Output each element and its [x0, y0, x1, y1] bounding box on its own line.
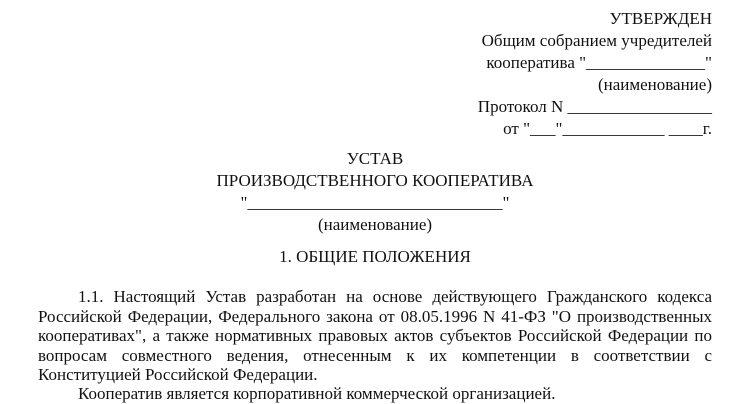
document-title-block [0, 148, 750, 236]
protocol-number-blank: Протокол N _________________ [477, 97, 712, 116]
organization-name-hint: (наименование) [317, 215, 433, 234]
section-heading: 1. ОБЩИЕ ПОЛОЖЕНИЯ [279, 247, 471, 266]
cooperative-name-hint: (наименование) [597, 75, 712, 94]
approval-block [382, 8, 712, 140]
approved-by-meeting: Общим собранием учредителей [481, 31, 712, 50]
paragraph-1-1: 1.1. Настоящий Устав разработан на основе действующего Гражданского кодекса Российской Федерации, Федерального закона от 08.05.1996 N 41-ФЗ "О производственных кооперативах", а также нормативных правовых актов субъектов Российской Федерации по вопросам совместного ведения, отнесенным к их компетенции в соответствии с Конституцией Российской Федерации. [38, 287, 712, 384]
paragraph-cooperative-status: Кооператив является корпоративной коммерческой организацией. [78, 384, 556, 403]
organization-name-blank: "______________________________" [240, 193, 510, 212]
cooperative-name-blank: кооператива "______________" [486, 53, 712, 72]
approved-heading: УТВЕРЖДЕН [609, 9, 712, 28]
document-subtitle: ПРОИЗВОДСТВЕННОГО КООПЕРАТИВА [216, 171, 534, 190]
document-title: УСТАВ [346, 149, 404, 168]
protocol-date-blank: от "___"____________ ____г. [503, 119, 712, 138]
